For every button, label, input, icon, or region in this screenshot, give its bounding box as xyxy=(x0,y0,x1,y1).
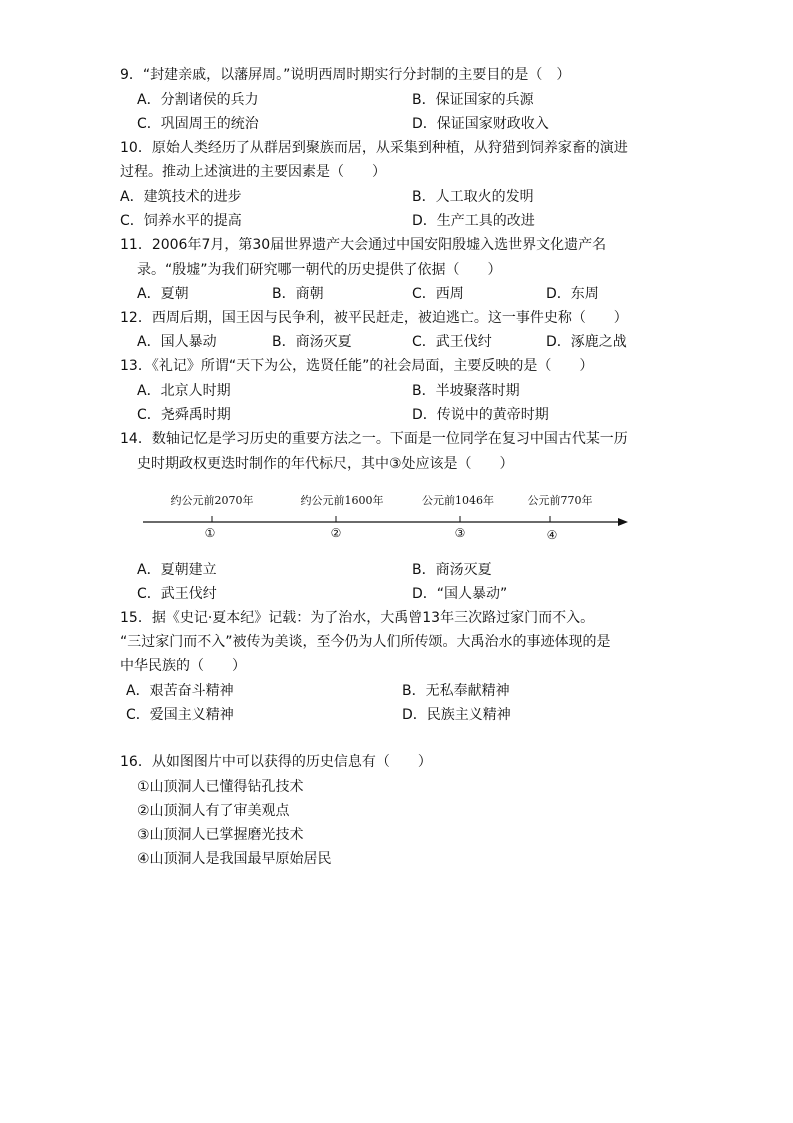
question-9-stem: 9．“封建亲戚，以藩屏周。”说明西周时期实行分封制的主要目的是（ ） xyxy=(120,67,571,83)
question-16-stem: 16．从如图图片中可以获得的历史信息有（ ） xyxy=(120,754,432,770)
question-16-item-3: ③山顶洞人已掌握磨光技术 xyxy=(137,827,304,843)
question-11-stem-line-1: 11．2006年7月，第30届世界遗产大会通过中国安阳殷墟入选世界文化遗产名 xyxy=(120,237,607,253)
question-9-option-c: C．巩固周王的统治 xyxy=(137,116,259,132)
question-14-option-b: B．商汤灭夏 xyxy=(412,562,492,578)
timeline-label-4: 公元前770年 xyxy=(527,494,593,507)
question-15-option-b: B．无私奉献精神 xyxy=(402,683,510,699)
question-16-item-1: ①山顶洞人已懂得钻孔技术 xyxy=(137,779,304,795)
timeline-label-2: 约公元前1600年 xyxy=(300,494,384,507)
question-12-option-c: C．武王伐纣 xyxy=(412,334,492,350)
question-16-item-4: ④山顶洞人是我国最早原始居民 xyxy=(137,851,332,867)
question-13-option-a: A．北京人时期 xyxy=(137,383,231,399)
question-13-option-d: D．传说中的黄帝时期 xyxy=(412,407,549,423)
timeline-label-1: 约公元前2070年 xyxy=(170,494,254,507)
timeline-figure xyxy=(130,486,640,546)
question-9-option-b: B．保证国家的兵源 xyxy=(412,92,534,108)
question-10-option-a: A．建筑技术的进步 xyxy=(120,189,242,205)
question-12-stem: 12．西周后期，国王因与民争利，被平民赶走，被迫逃亡。这一事件史称（ ） xyxy=(120,310,628,326)
question-9-option-a: A．分割诸侯的兵力 xyxy=(137,92,259,108)
question-15-stem-line-2: “三过家门而不入”被传为美谈，至今仍为人们所传颂。大禹治水的事迹体现的是 xyxy=(120,634,611,650)
timeline-mark-1: ① xyxy=(204,526,216,540)
question-15-option-a: A．艰苦奋斗精神 xyxy=(126,683,234,699)
question-10-stem-line-2: 过程。推动上述演进的主要因素是（ ） xyxy=(120,164,386,180)
question-12-option-a: A．国人暴动 xyxy=(137,334,217,350)
timeline-mark-4: ④ xyxy=(546,528,558,542)
question-14-stem-line-2: 史时期政权更迭时制作的年代标尺，其中③处应该是（ ） xyxy=(137,456,514,472)
question-11-option-c: C．西周 xyxy=(412,286,464,302)
question-14-option-d: D．“国人暴动” xyxy=(412,586,508,602)
question-15-option-c: C．爱国主义精神 xyxy=(126,707,234,723)
question-13-option-c: C．尧舜禹时期 xyxy=(137,407,231,423)
question-11-option-d: D．东周 xyxy=(546,286,599,302)
question-11-option-a: A．夏朝 xyxy=(137,286,189,302)
question-16-item-2: ②山顶洞人有了审美观点 xyxy=(137,803,290,819)
question-10-option-c: C．饲养水平的提高 xyxy=(120,213,242,229)
question-14-stem-line-1: 14．数轴记忆是学习历史的重要方法之一。下面是一位同学在复习中国古代某一历 xyxy=(120,431,628,447)
question-12-option-b: B．商汤灭夏 xyxy=(272,334,352,350)
question-15-stem-line-3: 中华民族的（ ） xyxy=(120,658,246,674)
question-10-option-b: B．人工取火的发明 xyxy=(412,189,534,205)
question-13-stem: 13．《礼记》所谓“天下为公，选贤任能”的社会局面，主要反映的是（ ） xyxy=(120,358,594,374)
question-13-option-b: B．半坡聚落时期 xyxy=(412,383,520,399)
timeline-label-3: 公元前1046年 xyxy=(422,494,494,507)
timeline-mark-3: ③ xyxy=(454,526,466,540)
timeline-mark-2: ② xyxy=(330,526,342,540)
question-9-option-d: D．保证国家财政收入 xyxy=(412,116,549,132)
question-10-option-d: D．生产工具的改进 xyxy=(412,213,535,229)
question-12-option-d: D．涿鹿之战 xyxy=(546,334,627,350)
question-14-option-a: A．夏朝建立 xyxy=(137,562,217,578)
question-11-option-b: B．商朝 xyxy=(272,286,324,302)
timeline-arrow-icon xyxy=(618,518,628,526)
question-14-option-c: C．武王伐纣 xyxy=(137,586,217,602)
question-11-stem-line-2: 录。“殷墟”为我们研究哪一朝代的历史提供了依据（ ） xyxy=(137,262,502,278)
question-10-stem-line-1: 10．原始人类经历了从群居到聚族而居，从采集到种植，从狩猎到饲养家畜的演进 xyxy=(120,140,628,156)
question-15-stem-line-1: 15．据《史记·夏本纪》记载：为了治水，大禹曾13年三次路过家门而不入。 xyxy=(120,610,595,626)
question-15-option-d: D．民族主义精神 xyxy=(402,707,511,723)
